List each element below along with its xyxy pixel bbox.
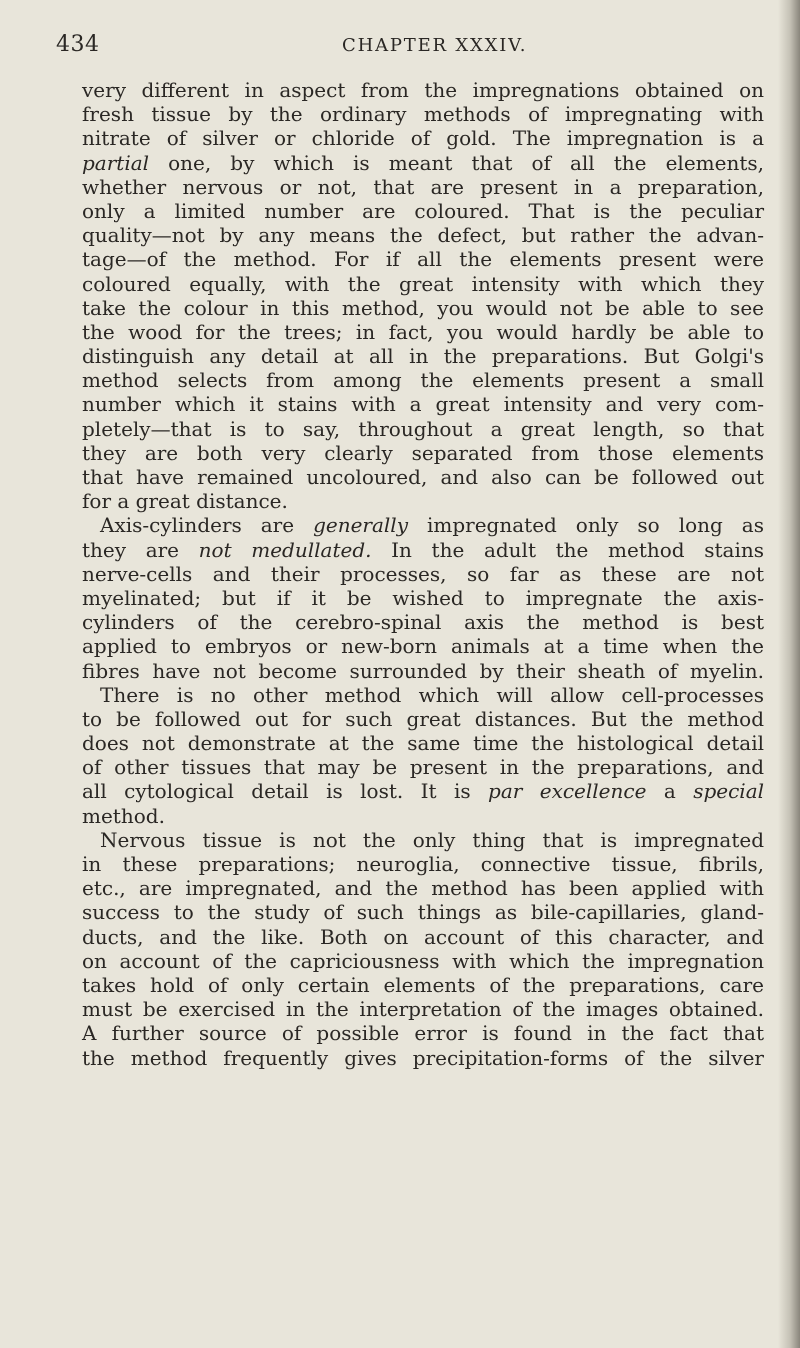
- text-line: myelinated; but if it be wished to impregnate the axis-: [82, 585, 764, 610]
- text-line: nitrate of silver or chloride of gold. The impregnation is a: [82, 126, 764, 151]
- text-line: the method frequently gives precipitation-forms of the silver: [82, 1045, 764, 1070]
- text-run: they are: [82, 537, 199, 562]
- text-line: take the colour in this method, you would not be able to see: [82, 295, 764, 320]
- text-line: that have remained uncoloured, and also can be followed out: [82, 465, 764, 489]
- text-line: fresh tissue by the ordinary methods of impregnating with: [82, 102, 764, 127]
- text-line: does not demonstrate at the same time the histological detail: [82, 731, 764, 756]
- italic-phrase: not medullated.: [198, 537, 372, 562]
- text-run: Axis-cylinders are: [100, 513, 314, 538]
- text-line: coloured equally, with the great intensity with which they: [82, 271, 764, 296]
- text-line: pletely—that is to say, throughout a great length, so that: [82, 416, 764, 441]
- italic-phrase: generally: [313, 513, 408, 538]
- text-line: only a limited number are coloured. That is the peculiar: [82, 198, 764, 223]
- text-line: method selects from among the elements present a small: [82, 368, 764, 393]
- text-line: quality—not by any means the defect, but rather the advan-: [82, 223, 764, 248]
- text-line: for a great distance.: [82, 489, 288, 514]
- text-line: success to the study of such things as bile-capillaries, gland-: [82, 900, 764, 925]
- text-line: number which it stains with a great intensity and very com-: [82, 392, 764, 417]
- text-line: on account of the capriciousness with which the impregnation: [82, 948, 764, 973]
- text-line: etc., are impregnated, and the method has been applied with: [82, 876, 764, 901]
- text-line: fibres have not become surrounded by their sheath of myelin.: [82, 658, 764, 683]
- text-line: [82, 538, 764, 562]
- page-header: [56, 32, 756, 64]
- text-line: distinguish any detail at all in the preparations. But Golgi's: [82, 344, 764, 369]
- text-line: whether nervous or not, that are present in a preparation,: [82, 174, 764, 199]
- text-line: cylinders of the cerebro-spinal axis the method is best: [82, 610, 764, 635]
- text-line: to be followed out for such great distances. But the method: [82, 706, 764, 731]
- text-line: very different in aspect from the impregnations obtained on: [82, 78, 764, 102]
- text-line: [82, 513, 764, 537]
- text-line: [82, 151, 764, 175]
- italic-phrase: par excellence: [488, 779, 647, 804]
- page-edge-shadow: [778, 0, 800, 1348]
- text-line: the wood for the trees; in fact, you would hardly be able to: [82, 319, 764, 344]
- running-head: CHAPTER XXXIV.: [342, 35, 528, 56]
- text-run: a: [646, 779, 694, 804]
- text-line: takes hold of only certain elements of the preparations, care: [82, 972, 764, 997]
- text-line: There is no other method which will allow cell-processes: [100, 682, 764, 707]
- text-line: in these preparations; neuroglia, connective tissue, fibrils,: [82, 852, 764, 876]
- text-line: ducts, and the like. Both on account of this character, and: [82, 924, 764, 949]
- text-line: A further source of possible error is found in the fact that: [82, 1021, 764, 1046]
- text-line: must be exercised in the interpretation of the images obtained.: [82, 997, 764, 1022]
- italic-phrase: partial: [82, 150, 150, 175]
- italic-phrase: special: [693, 779, 765, 804]
- body-text: [82, 78, 764, 1070]
- text-line: [82, 779, 764, 803]
- text-line: method.: [82, 803, 165, 828]
- text-line: applied to embryos or new-born animals at a time when the: [82, 634, 764, 659]
- text-run: all cytological detail is lost. It is: [82, 779, 489, 804]
- text-line: tage—of the method. For if all the elements present were: [82, 247, 764, 272]
- text-run: In the adult the method stains: [371, 537, 764, 562]
- text-run: impregnated only so long as: [408, 513, 764, 538]
- text-line: nerve-cells and their processes, so far as these are not: [82, 561, 764, 586]
- page-number: 434: [56, 32, 100, 57]
- text-line: of other tissues that may be present in the preparations, and: [82, 755, 764, 780]
- text-line: Nervous tissue is not the only thing that is impregnated: [100, 827, 764, 852]
- text-run: one, by which is meant that of all the elements,: [149, 150, 764, 175]
- text-line: they are both very clearly separated from those elements: [82, 440, 764, 465]
